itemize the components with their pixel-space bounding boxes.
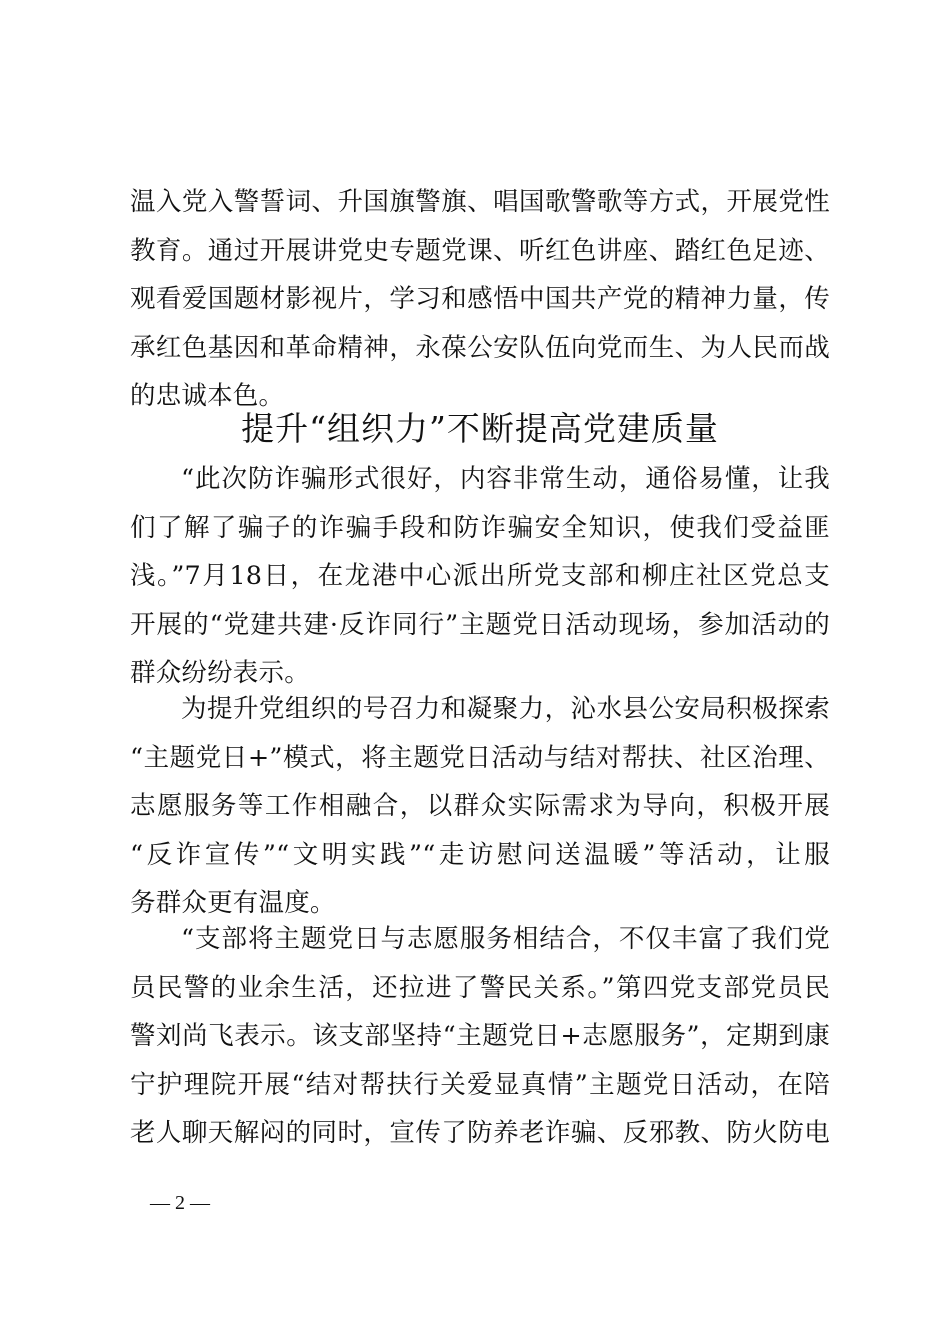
text-line: 为提升党组织的号召力和凝聚力，沁水县公安局积极探索 xyxy=(181,694,830,724)
text-line: 群众纷纷表示。 xyxy=(130,658,310,688)
text-line: 们了解了骗子的诈骗手段和防诈骗安全知识，使我们受益匪 xyxy=(130,512,830,543)
paragraph-2 xyxy=(130,455,830,698)
text-line: 的忠诚本色。 xyxy=(130,381,285,411)
text-line: 开展的“党建共建·反诈同行”主题党日活动现场，参加活动的 xyxy=(130,609,830,640)
section-heading: 提升“组织力”不断提高党建质量 xyxy=(241,409,719,448)
text-line: “此次防诈骗形式很好，内容非常生动，通俗易懂，让我 xyxy=(181,464,830,494)
text-line: 浅。”7月18日，在龙港中心派出所党支部和柳庄社区党总支 xyxy=(130,561,830,591)
text-line: “反诈宣传”“文明实践”“走访慰问送温暖”等活动，让服 xyxy=(130,839,830,870)
text-line: 志愿服务等工作相融合，以群众实际需求为导向，积极开展 xyxy=(130,791,830,821)
text-line: 教育。通过开展讲党史专题党课、听红色讲座、踏红色足迹、 xyxy=(130,235,830,266)
text-line: 老人聊天解闷的同时，宣传了防养老诈骗、反邪教、防火防电 xyxy=(130,1118,830,1148)
paragraph-4 xyxy=(130,915,830,1158)
text-line: 员民警的业余生活，还拉进了警民关系。”第四党支部党员民 xyxy=(130,972,830,1003)
paragraph-1 xyxy=(130,178,830,421)
page-number: — 2 — xyxy=(150,1192,210,1214)
text-line: “主题党日+”模式，将主题党日活动与结对帮扶、社区治理、 xyxy=(130,742,830,773)
text-line: 承红色基因和革命精神，永葆公安队伍向党而生、为人民而战 xyxy=(130,332,830,363)
text-line: 温入党入警誓词、升国旗警旗、唱国歌警歌等方式，开展党性 xyxy=(130,187,830,217)
text-line: “支部将主题党日与志愿服务相结合，不仅丰富了我们党 xyxy=(181,924,830,954)
paragraph-3 xyxy=(130,685,830,928)
text-line: 观看爱国题材影视片，学习和感悟中国共产党的精神力量，传 xyxy=(130,284,830,314)
text-line: 警刘尚飞表示。该支部坚持“主题党日+志愿服务”，定期到康 xyxy=(130,1021,830,1051)
text-line: 宁护理院开展“结对帮扶行关爱显真情”主题党日活动，在陪 xyxy=(130,1069,830,1100)
text-line: 务群众更有温度。 xyxy=(130,888,336,918)
